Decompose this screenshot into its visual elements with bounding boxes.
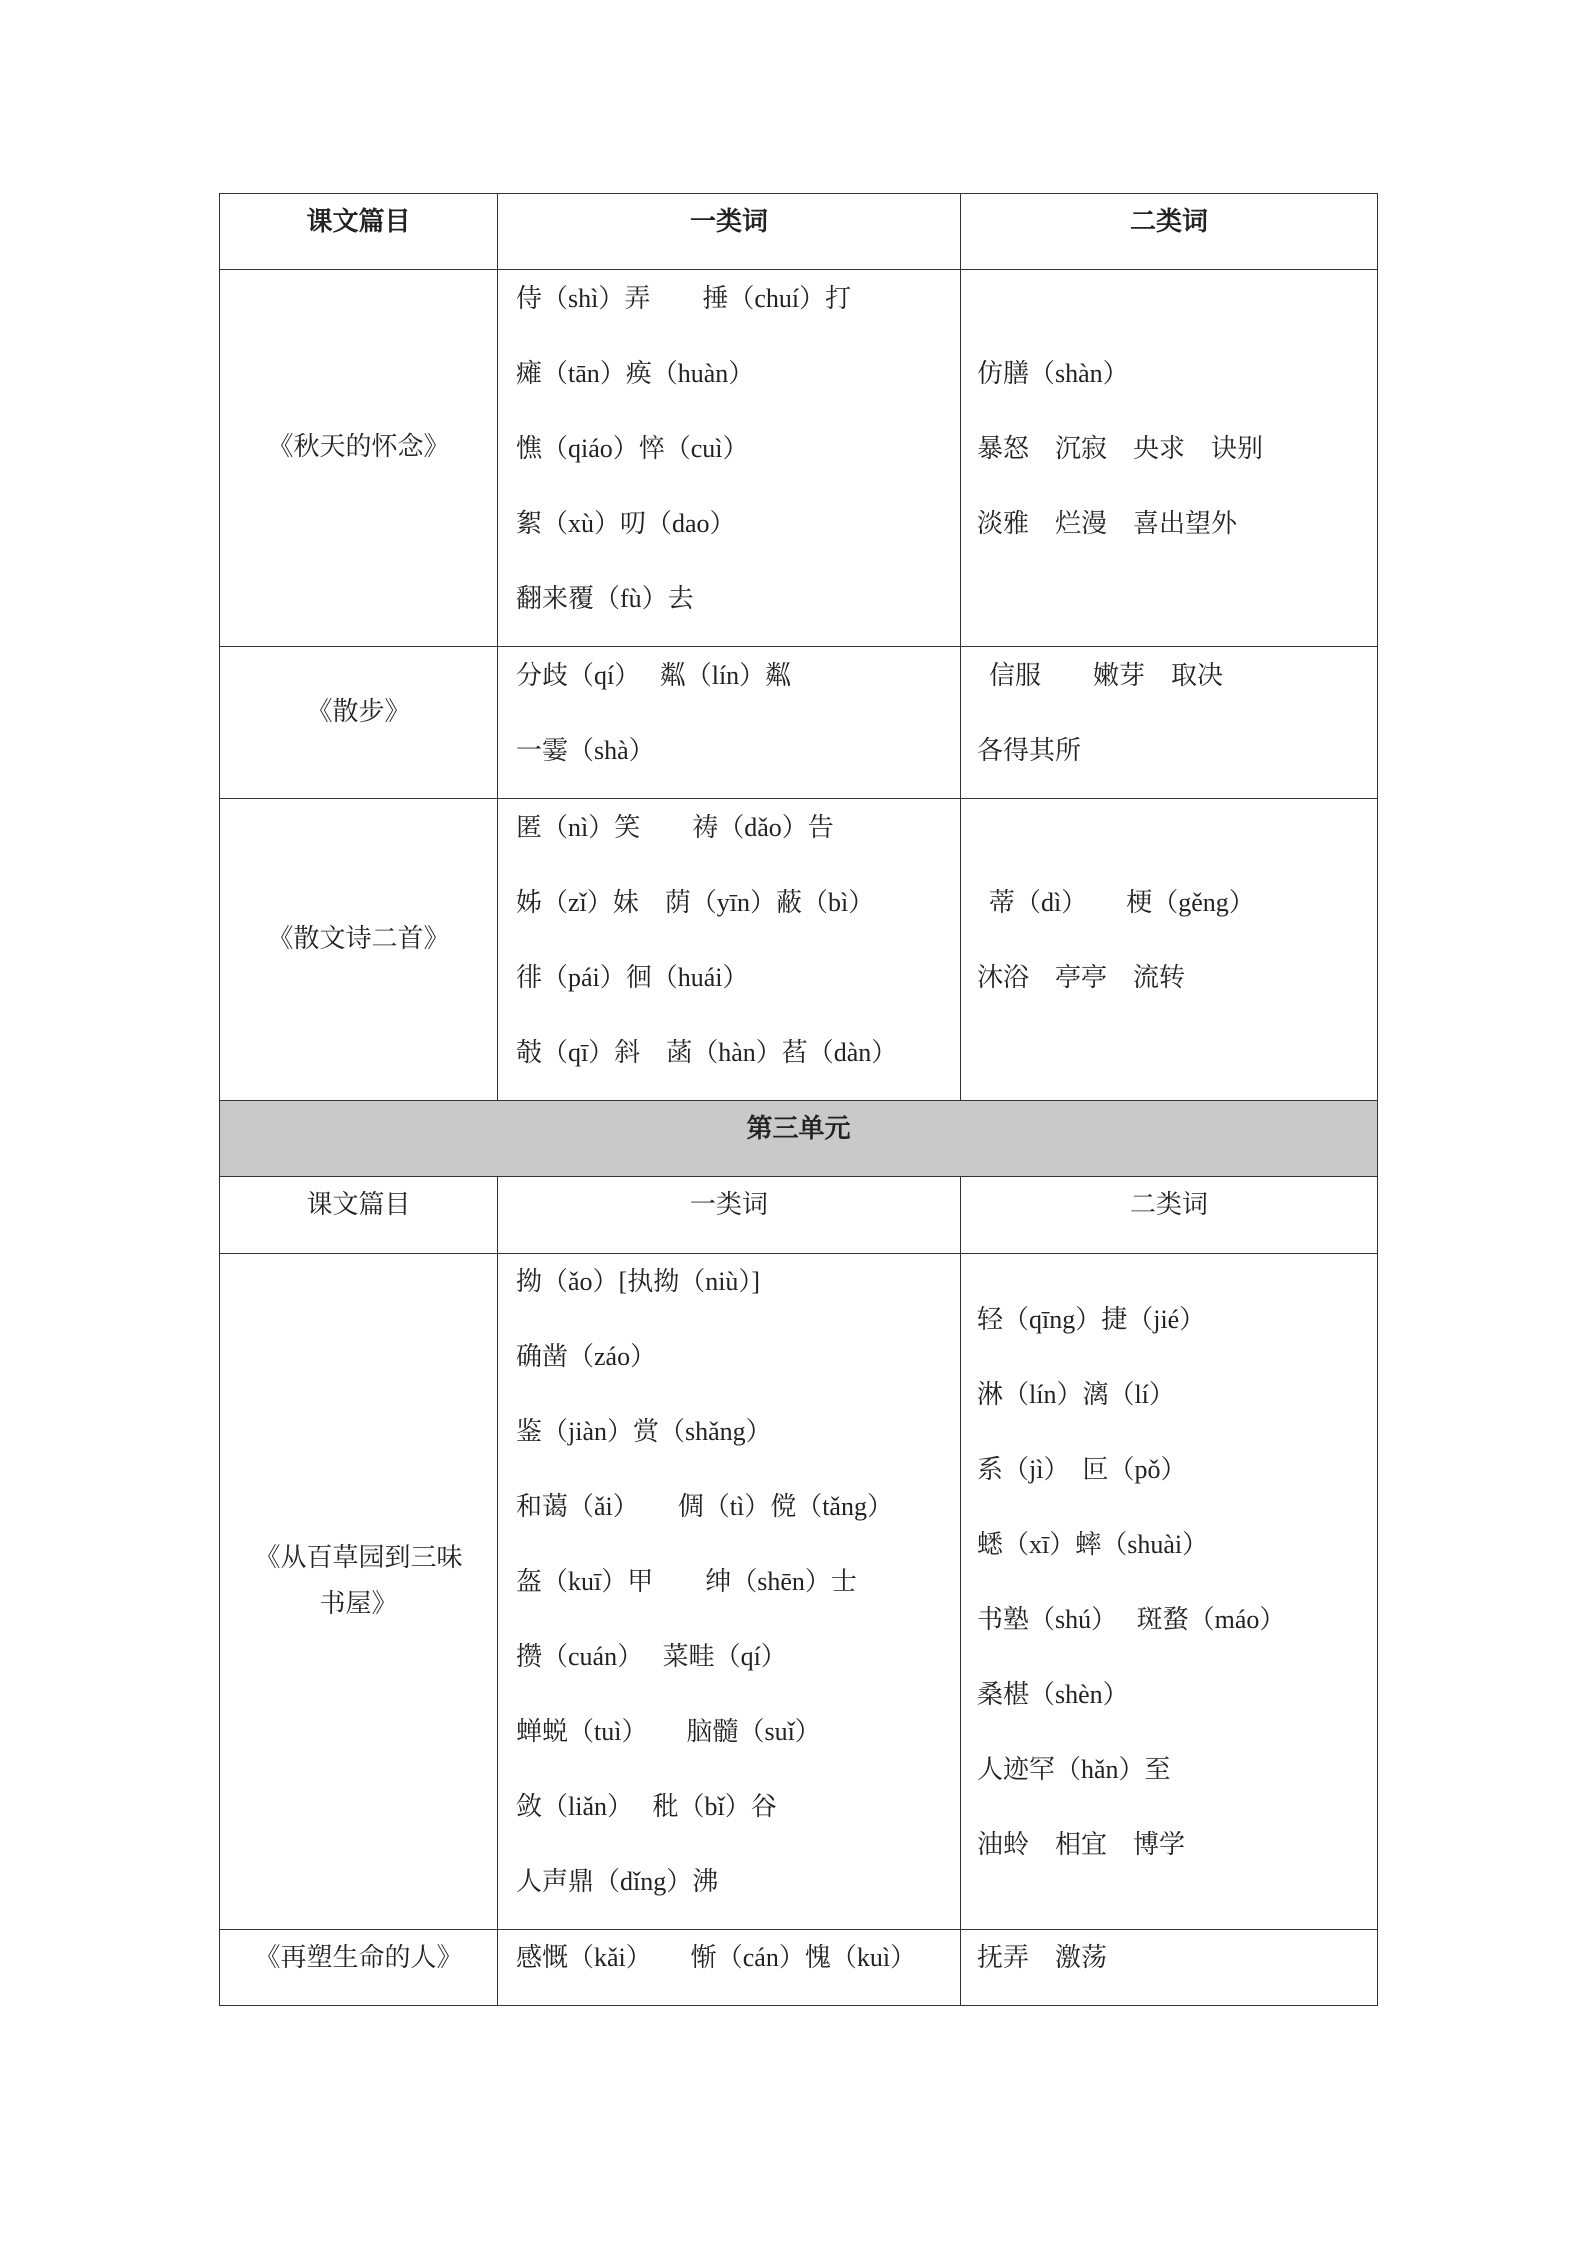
header-cell-lesson	[220, 1177, 498, 1254]
word-line: 油蛉 相宜 博学	[977, 1829, 1186, 1859]
header-lesson-label: 课文篇目	[306, 1190, 411, 1219]
unit-title: 第三单元	[746, 1114, 851, 1143]
word-line: 确凿（záo）	[516, 1342, 657, 1371]
class1-words-cell	[498, 270, 961, 647]
lesson-title-cell	[220, 1930, 498, 2006]
word-line: 抚弄 激荡	[977, 1943, 1108, 1972]
table-row	[220, 1930, 1378, 2006]
class2-words-cell	[961, 270, 1378, 647]
table-row	[220, 270, 1378, 647]
word-line: 暴怒 沉寂 央求 诀别	[977, 433, 1264, 463]
word-line: 瘫（tān）痪（huàn）	[516, 358, 755, 388]
class1-words-cell	[498, 799, 961, 1101]
word-line: 敛（liǎn） 秕（bǐ）谷	[516, 1792, 777, 1821]
header-row	[220, 194, 1378, 270]
table-row	[220, 1254, 1378, 1930]
header-class2-label: 二类词	[1129, 1190, 1208, 1219]
word-line: 蒂（dì） 梗（gěng）	[989, 887, 1255, 917]
word-line: 翻来覆（fù）去	[516, 583, 694, 613]
word-line: 鉴（jiàn）赏（shǎng）	[516, 1417, 772, 1446]
class1-words-cell	[498, 647, 961, 799]
word-line: 仿膳（shàn）	[977, 358, 1129, 388]
unit-heading-cell	[220, 1101, 1378, 1177]
word-line: 沐浴 亭亭 流转	[977, 962, 1186, 992]
lesson-title: 《秋天的怀念》	[220, 270, 498, 647]
lesson-title: 《散文诗二首》	[220, 799, 498, 1101]
header-lesson-label: 课文篇目	[306, 207, 411, 236]
word-line: 淡雅 烂漫 喜出望外	[977, 508, 1238, 538]
class2-words-cell	[961, 1930, 1378, 2006]
word-line: 桑椹（shèn）	[977, 1679, 1129, 1709]
word-line: 姊（zǐ）妹 荫（yīn）蔽（bì）	[516, 887, 875, 917]
header-cell-lesson	[220, 194, 498, 270]
lesson-title: 《从百草园到三味书屋》	[220, 1254, 498, 1930]
word-line: 攲（qī）斜 菡（hàn）萏（dàn）	[516, 1037, 898, 1067]
header-class1-label: 一类词	[689, 207, 768, 236]
word-line: 人声鼎（dǐng）沸	[516, 1867, 719, 1896]
word-line: 轻（qīng）捷（jié）	[977, 1304, 1206, 1334]
word-line: 拗（ǎo）[执拗（niù）]	[516, 1267, 761, 1296]
word-line: 感慨（kǎi） 惭（cán）愧（kuì）	[516, 1943, 917, 1972]
unit-heading-row	[220, 1101, 1378, 1177]
word-line: 系（jì） 叵（pǒ）	[977, 1454, 1187, 1484]
header-cell-class1	[498, 1177, 961, 1254]
word-line: 和蔼（ǎi） 倜（tì）傥（tǎng）	[516, 1492, 893, 1521]
class1-words-cell	[498, 1930, 961, 2006]
word-line: 蟋（xī）蟀（shuài）	[977, 1529, 1209, 1559]
header-class1-label: 一类词	[689, 1190, 768, 1219]
word-line: 书塾（shú） 斑蝥（máo）	[977, 1604, 1286, 1634]
word-line: 蝉蜕（tuì） 脑髓（suǐ）	[516, 1717, 821, 1746]
vocabulary-table	[219, 193, 1378, 2006]
word-line: 徘（pái）徊（huái）	[516, 962, 749, 992]
lesson-title: 《再塑生命的人》	[254, 1943, 463, 1972]
header-cell-class1	[498, 194, 961, 270]
word-line: 信服 嫩芽 取决	[989, 660, 1224, 690]
table-row	[220, 799, 1378, 1101]
word-line: 絮（xù）叨（dao）	[516, 508, 736, 538]
word-line: 各得其所	[977, 735, 1082, 765]
header-cell-class2	[961, 194, 1378, 270]
class2-words-cell	[961, 799, 1378, 1101]
class2-words-cell	[961, 647, 1378, 799]
class1-words-cell	[498, 1254, 961, 1930]
lesson-title: 《散步》	[220, 647, 498, 799]
word-line: 憔（qiáo）悴（cuì）	[516, 433, 749, 463]
word-line: 人迹罕（hǎn）至	[977, 1754, 1171, 1784]
header-cell-class2	[961, 1177, 1378, 1254]
word-line: 淋（lín）漓（lí）	[977, 1379, 1175, 1409]
table-row	[220, 647, 1378, 799]
word-line: 匿（nì）笑 祷（dǎo）告	[516, 812, 834, 842]
word-line: 盔（kuī）甲 绅（shēn）士	[516, 1567, 857, 1596]
header-class2-label: 二类词	[1129, 207, 1208, 236]
word-line: 分歧（qí） 粼（lín）粼	[516, 660, 792, 690]
word-line: 一霎（shà）	[516, 735, 655, 765]
header-row	[220, 1177, 1378, 1254]
class2-words-cell	[961, 1254, 1378, 1930]
word-line: 攒（cuán） 菜畦（qí）	[516, 1642, 787, 1671]
word-line: 侍（shì）弄 捶（chuí）打	[516, 283, 852, 313]
